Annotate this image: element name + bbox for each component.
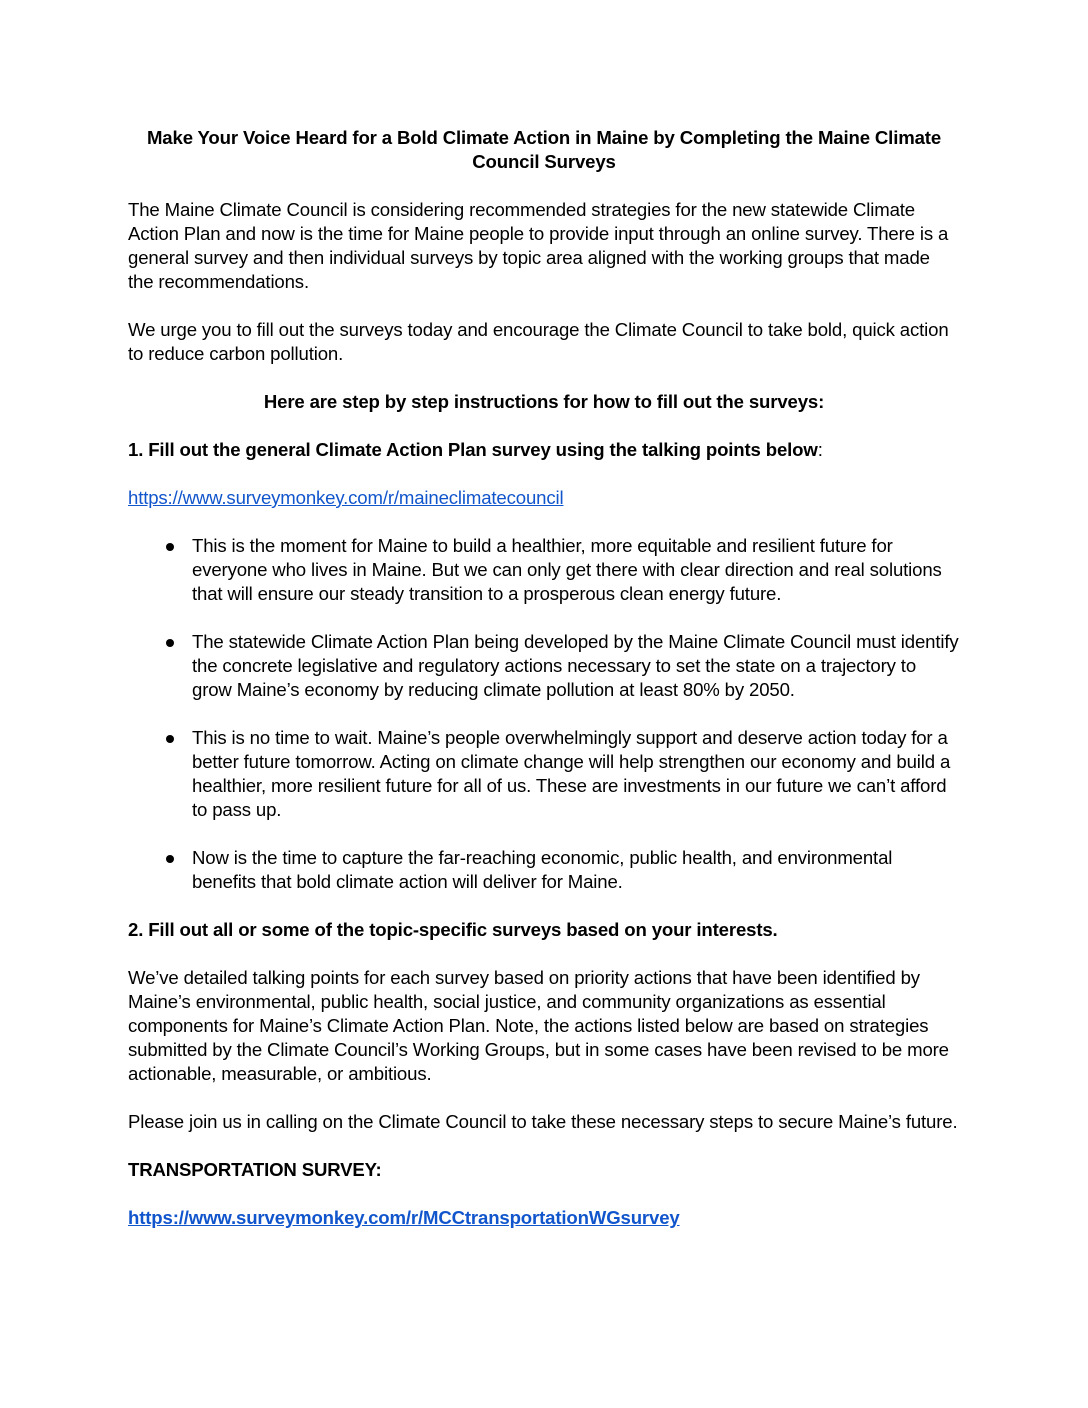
bullet-text: This is no time to wait. Maine’s people overwhelmingly support and deserve action today for a better future tomorrow. Acting on climate change will help strengthen our economy and build a healthier, more resilient future for all of us. These are investments in our future we can’t afford to pass up. [192,727,951,820]
step1-heading-colon: : [817,439,823,460]
step2-heading: 2. Fill out all or some of the topic-specific surveys based on your interests. [128,919,778,940]
instructions-heading: Here are step by step instructions for how to fill out the surveys: [263,391,825,412]
bullet-icon [166,639,174,647]
bullet-text: The statewide Climate Action Plan being developed by the Maine Climate Council must identify the concrete legislative and regulatory actions necessary to set the state on a trajectory to grow Maine’s economy by reducing climate pollution at least 80% by 2050. [192,631,959,700]
bullet-text: Now is the time to capture the far-reaching economic, public health, and environmental benefits that bold climate action will deliver for Maine. [192,847,893,892]
step1-heading [128,438,960,462]
list-item [128,846,960,894]
document-page [128,126,960,1230]
closing-paragraph: Please join us in calling on the Climate Council to take these necessary steps to secure Maine’s future. [128,1111,958,1132]
document-title: Make Your Voice Heard for a Bold Climate Action in Maine by Completing the Maine Climate Council Surveys [146,127,942,172]
intro-paragraph: The Maine Climate Council is considering recommended strategies for the new statewide Climate Action Plan and now is the time for Maine people to provide input through an online survey. There is a general survey and then individual surveys by topic area aligned with the working groups that made the recommendations. [128,199,949,292]
list-item [128,726,960,822]
step2-paragraph: We’ve detailed talking points for each survey based on priority actions that have been identified by Maine’s environmental, public health, social justice, and community organizations as essential components for Maine’s Climate Action Plan. Note, the actions listed below are based on strategies submitted by the Climate Council’s Working Groups, but in some cases have been revised to be more actionable, measurable, or ambitious. [128,967,949,1084]
step1-heading-text: 1. Fill out the general Climate Action Plan survey using the talking points below [128,439,818,460]
bullet-icon [166,735,174,743]
bullet-icon [166,855,174,863]
urge-paragraph: We urge you to fill out the surveys today and encourage the Climate Council to take bold, quick action to reduce carbon pollution. [128,319,949,364]
list-item [128,534,960,606]
talking-points-list [128,534,960,894]
bullet-text: This is the moment for Maine to build a healthier, more equitable and resilient future for everyone who lives in Maine. But we can only get there with clear direction and real solutions that will ensure our steady transition to a prosperous clean energy future. [192,535,942,604]
transportation-heading: TRANSPORTATION SURVEY: [128,1159,382,1180]
bullet-icon [166,543,174,551]
general-survey-link[interactable]: https://www.surveymonkey.com/r/maineclimatecouncil [128,487,564,508]
transportation-survey-link[interactable]: https://www.surveymonkey.com/r/MCCtransportationWGsurvey [128,1207,680,1228]
list-item [128,630,960,702]
